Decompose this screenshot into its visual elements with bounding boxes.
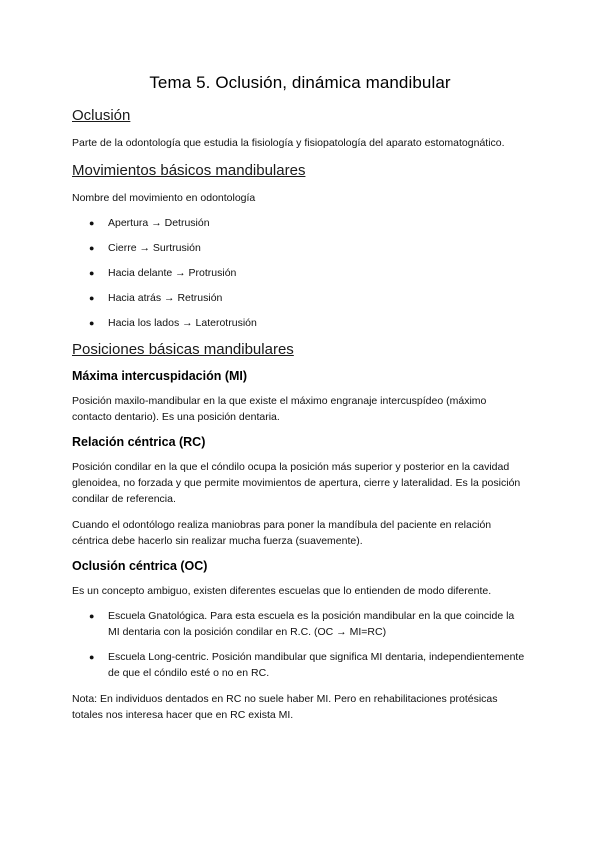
list-item-text: Escuela Long-centric. Posición mandibular que significa MI dentaria, independientemente de que el cóndilo esté o no en RC. [108, 651, 525, 679]
list-item-text: Hacia atrás → Retrusión [108, 292, 223, 304]
movimientos-list [72, 215, 528, 331]
heading-mi: Máxima intercuspidación (MI) [72, 369, 248, 383]
bullet-icon: ● [89, 293, 95, 303]
movimientos-intro: Nombre del movimiento en odontología [72, 192, 256, 204]
bullet-icon: ● [89, 611, 95, 621]
bullet-icon: ● [89, 318, 95, 328]
bullet-icon: ● [89, 218, 95, 228]
list-item [72, 649, 528, 681]
oc-note: Nota: En individuos dentados en RC no suele haber MI. Pero en rehabilitaciones protésicas totales nos interesa hacer que en RC exista MI. [72, 693, 498, 721]
heading-oclusion: Oclusión [72, 107, 131, 124]
document-title: Tema 5. Oclusión, dinámica mandibular [149, 73, 451, 92]
list-item [72, 290, 528, 306]
list-item-text: Escuela Gnatológica. Para esta escuela es la posición mandibular en la que coincide la MI dentaria con la posición condilar en R.C. (OC → MI=RC) [108, 610, 515, 638]
list-item [72, 240, 528, 256]
oclusion-paragraph: Parte de la odontología que estudia la fisiología y fisiopatología del aparato estomatognático. [72, 137, 505, 149]
bullet-icon: ● [89, 268, 95, 278]
list-item-text: Apertura → Detrusión [108, 217, 210, 229]
bullet-icon: ● [89, 243, 95, 253]
mi-paragraph: Posición maxilo-mandibular en la que existe el máximo engranaje intercuspídeo (máximo contacto dentario). Es una posición dentaria. [72, 395, 487, 423]
rc-paragraph-2: Cuando el odontólogo realiza maniobras para poner la mandíbula del paciente en relación céntrica debe hacerlo sin realizar mucha fuerza (suavemente). [72, 519, 492, 547]
oc-list [72, 608, 528, 681]
list-item [72, 608, 528, 640]
list-item [72, 315, 528, 331]
list-item-text: Cierre → Surtrusión [108, 242, 201, 254]
oc-intro: Es un concepto ambiguo, existen diferentes escuelas que lo entienden de modo diferente. [72, 585, 492, 597]
heading-posiciones: Posiciones básicas mandibulares [72, 341, 294, 358]
list-item [72, 265, 528, 281]
rc-paragraph-1: Posición condilar en la que el cóndilo ocupa la posición más superior y posterior en la cavidad glenoidea, no forzada y que permite movimientos de apertura, cierre y lateralidad. Es la posición condilar de referencia. [72, 461, 521, 505]
heading-movimientos: Movimientos básicos mandibulares [72, 162, 306, 179]
document-content [72, 72, 528, 723]
list-item-text: Hacia delante → Protrusión [108, 267, 237, 279]
list-item-text: Hacia los lados → Laterotrusión [108, 317, 257, 329]
bullet-icon: ● [89, 652, 95, 662]
heading-rc: Relación céntrica (RC) [72, 435, 206, 449]
list-item [72, 215, 528, 231]
heading-oc: Oclusión céntrica (OC) [72, 559, 208, 573]
